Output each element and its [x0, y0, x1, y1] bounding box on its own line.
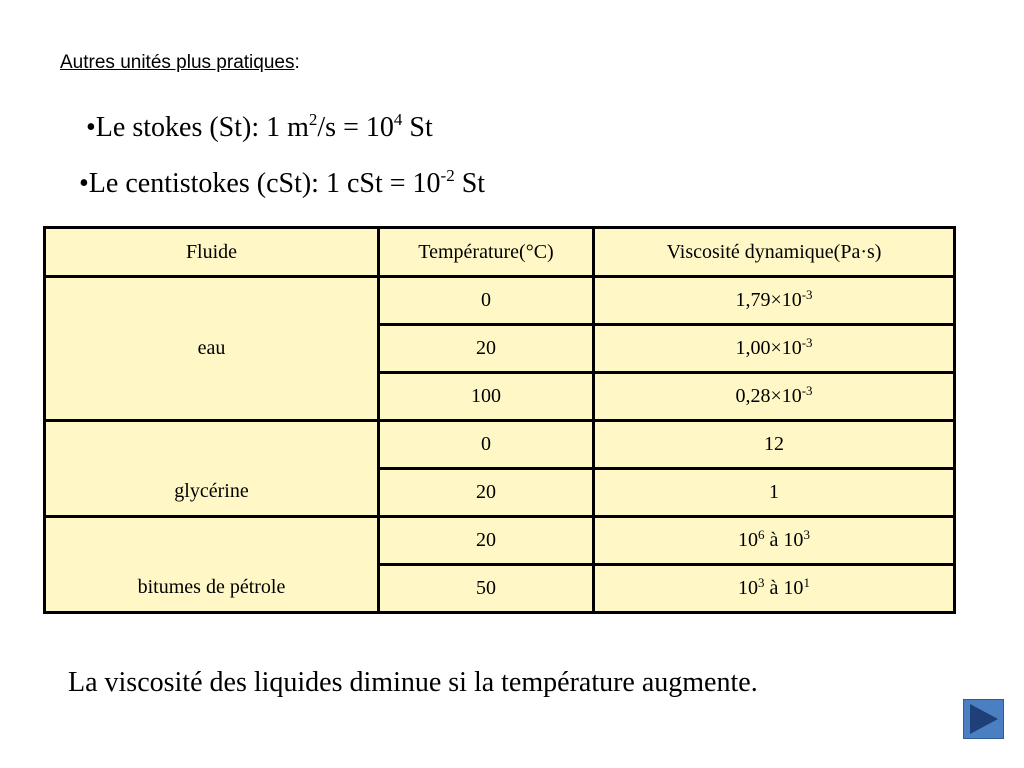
viscosity-table — [43, 226, 956, 614]
bullet-centistokes-exp: -2 — [440, 166, 455, 185]
visc-cell — [594, 565, 955, 613]
temp-cell: 0 — [379, 277, 594, 325]
fluid-cell-eau: eau — [45, 277, 379, 421]
temp-cell: 20 — [379, 325, 594, 373]
bullet-stokes — [86, 112, 433, 144]
visc-cell — [594, 373, 955, 421]
temp-cell: 0 — [379, 421, 594, 469]
table-row — [45, 421, 955, 469]
heading-colon: : — [294, 52, 300, 73]
header-viscosite: Viscosité dynamique(Pa·s) — [594, 228, 955, 277]
visc-base: 0,28×10 — [735, 385, 802, 407]
fluid-cell-glycerine: glycérine — [45, 421, 379, 517]
visc-base: 10 — [738, 577, 759, 599]
visc-exp: -3 — [801, 287, 813, 302]
visc-base: 10 — [738, 529, 759, 551]
visc-cell: 12 — [594, 421, 955, 469]
next-slide-button[interactable] — [963, 699, 1004, 739]
header-fluide: Fluide — [45, 228, 379, 277]
visc-cell: 1 — [594, 469, 955, 517]
bullet-stokes-exp-m: 2 — [308, 110, 318, 129]
visc-exp: -3 — [801, 383, 813, 398]
visc-between: à 10 — [764, 577, 804, 599]
play-next-icon — [964, 700, 1003, 738]
visc-cell — [594, 517, 955, 565]
visc-cell — [594, 325, 955, 373]
visc-cell — [594, 277, 955, 325]
visc-base: 1,79×10 — [735, 289, 802, 311]
table-header-row — [45, 228, 955, 277]
temp-cell: 20 — [379, 469, 594, 517]
temp-cell: 50 — [379, 565, 594, 613]
temp-cell: 20 — [379, 517, 594, 565]
table-row — [45, 517, 955, 565]
temp-cell: 100 — [379, 373, 594, 421]
visc-exp: -3 — [801, 335, 813, 350]
bullet-centistokes-unit: St — [454, 168, 486, 199]
visc-between: à 10 — [764, 529, 804, 551]
header-temperature: Température(°C) — [379, 228, 594, 277]
table-row — [45, 277, 955, 325]
bullet-centistokes-text: •Le centistokes (cSt): 1 cSt = 10 — [79, 168, 441, 199]
bullet-stokes-exp-10: 4 — [393, 110, 403, 129]
bullet-stokes-unit: St — [402, 112, 433, 143]
visc-base: 1,00×10 — [735, 337, 802, 359]
bullet-stokes-mid: /s = 10 — [317, 112, 394, 143]
section-heading — [60, 52, 300, 74]
visc-exp: 3 — [803, 527, 810, 542]
fluid-cell-bitumes: bitumes de pétrole — [45, 517, 379, 613]
visc-exp: 1 — [803, 575, 810, 590]
bullet-stokes-text: •Le stokes (St): 1 m — [86, 112, 309, 143]
visc-exp: 6 — [758, 527, 765, 542]
conclusion-text: La viscosité des liquides diminue si la température augmente. — [68, 667, 758, 698]
visc-exp: 3 — [758, 575, 765, 590]
bullet-centistokes — [79, 168, 485, 200]
heading-underlined-text: Autres unités plus pratiques — [60, 52, 295, 73]
